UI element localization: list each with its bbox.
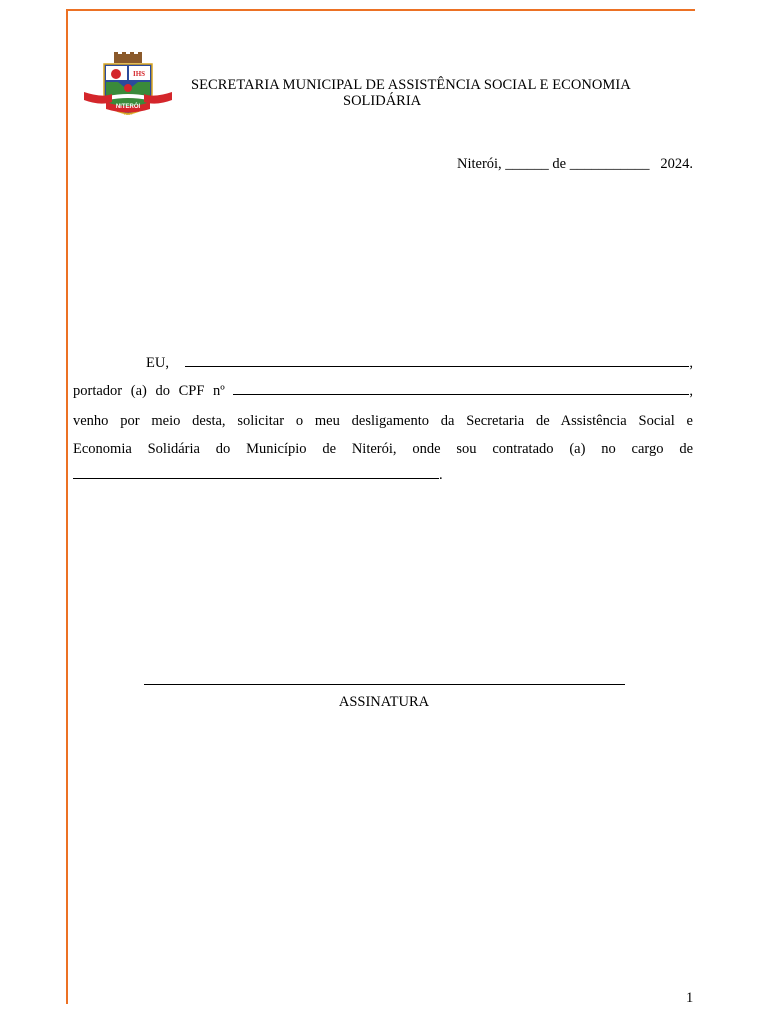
page-border-left — [66, 9, 68, 1004]
svg-text:NITERÓI: NITERÓI — [115, 104, 141, 110]
name-line-comma: , — [689, 355, 693, 371]
cargo-blank-field[interactable] — [73, 466, 439, 479]
svg-text:IHS: IHS — [133, 70, 146, 78]
name-line — [73, 354, 693, 382]
cpf-line-comma: , — [689, 383, 693, 399]
page-border-top — [66, 9, 695, 11]
header-title-line2: SOLIDÁRIA — [343, 93, 422, 109]
niteroi-coat-of-arms-icon — [82, 52, 174, 116]
cargo-line — [73, 466, 693, 494]
cpf-blank-field[interactable] — [233, 382, 690, 395]
cpf-label: portador (a) do CPF nº — [73, 383, 225, 399]
header-title-line1: SECRETARIA MUNICIPAL DE ASSISTÊNCIA SOCIAL E ECONOMIA — [191, 77, 631, 93]
dateline: Niterói, ______ de ___________ 2024. — [456, 156, 693, 172]
signature-line[interactable] — [144, 684, 625, 685]
body-line-3: venho por meio desta, solicitar o meu desligamento da Secretaria de Assistência Social e — [73, 413, 693, 429]
svg-text:1819: 1819 — [123, 111, 133, 116]
eu-label: EU, — [146, 355, 169, 371]
cpf-line — [73, 382, 693, 410]
page-number: 1 — [686, 990, 694, 1006]
body-line-4: Economia Solidária do Município de Niterói, onde sou contratado (a) no cargo de — [73, 441, 693, 457]
signature-label: ASSINATURA — [338, 694, 430, 710]
cargo-line-period: . — [439, 467, 443, 483]
name-blank-field[interactable] — [185, 354, 689, 367]
